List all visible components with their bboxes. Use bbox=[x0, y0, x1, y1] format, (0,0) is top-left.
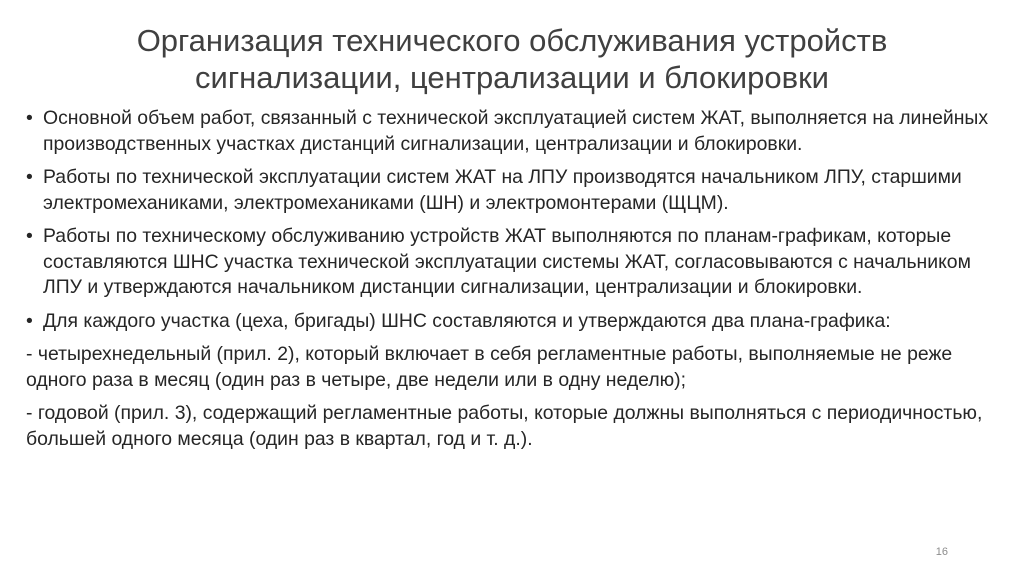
sub-item-annual-plan: - годовой (прил. 3), содержащий регламентные работы, которые должны выполняться с периодичностью, большей одного месяца (один раз в квартал, год и т. д.). bbox=[26, 402, 983, 450]
slide-body bbox=[26, 106, 1006, 460]
slide-title bbox=[60, 22, 964, 96]
bullet-item bbox=[26, 165, 1006, 216]
bullet-text: Для каждого участка (цеха, бригады) ШНС составляются и утверждаются два плана-графика: bbox=[43, 309, 891, 332]
sub-item-four-week-plan: - четырехнедельный (прил. 2), который включает в себя регламентные работы, выполняемые не реже одного раза в месяц (один раз в четыре, две недели или в одну неделю); bbox=[26, 343, 953, 391]
bullet-item bbox=[26, 106, 1006, 157]
bullet-marker: • bbox=[26, 107, 33, 129]
page-number: 16 bbox=[935, 546, 948, 558]
bullet-marker: • bbox=[26, 309, 33, 332]
bullet-item bbox=[26, 224, 1006, 301]
bullet-text: Основной объем работ, связанный с технической эксплуатацией систем ЖАТ, выполняется на линейных производственных участках дистанций сигнализации, централизации и блокировки. bbox=[43, 107, 989, 155]
bullet-marker: • bbox=[26, 166, 33, 188]
bullet-text: Работы по технической эксплуатации систем ЖАТ на ЛПУ производятся начальником ЛПУ, старшими электромеханиками, электромеханиками (ШН) и электромонтерами (ЩЦМ). bbox=[43, 166, 962, 214]
slide-title-line-2: сигнализации, централизации и блокировки bbox=[195, 60, 829, 95]
slide-title-line-1: Организация технического обслуживания устройств bbox=[136, 23, 888, 58]
bullet-marker: • bbox=[26, 225, 33, 247]
bullet-text: Работы по техническому обслуживанию устройств ЖАТ выполняются по планам-графикам, которые составляются ШНС участка технической эксплуатации системы ЖАТ, согласовываются с начальником ЛПУ и утверждаются начальником дистанции сигнализации, централизации и блокировки. bbox=[43, 225, 971, 298]
bullet-item bbox=[26, 309, 1006, 335]
